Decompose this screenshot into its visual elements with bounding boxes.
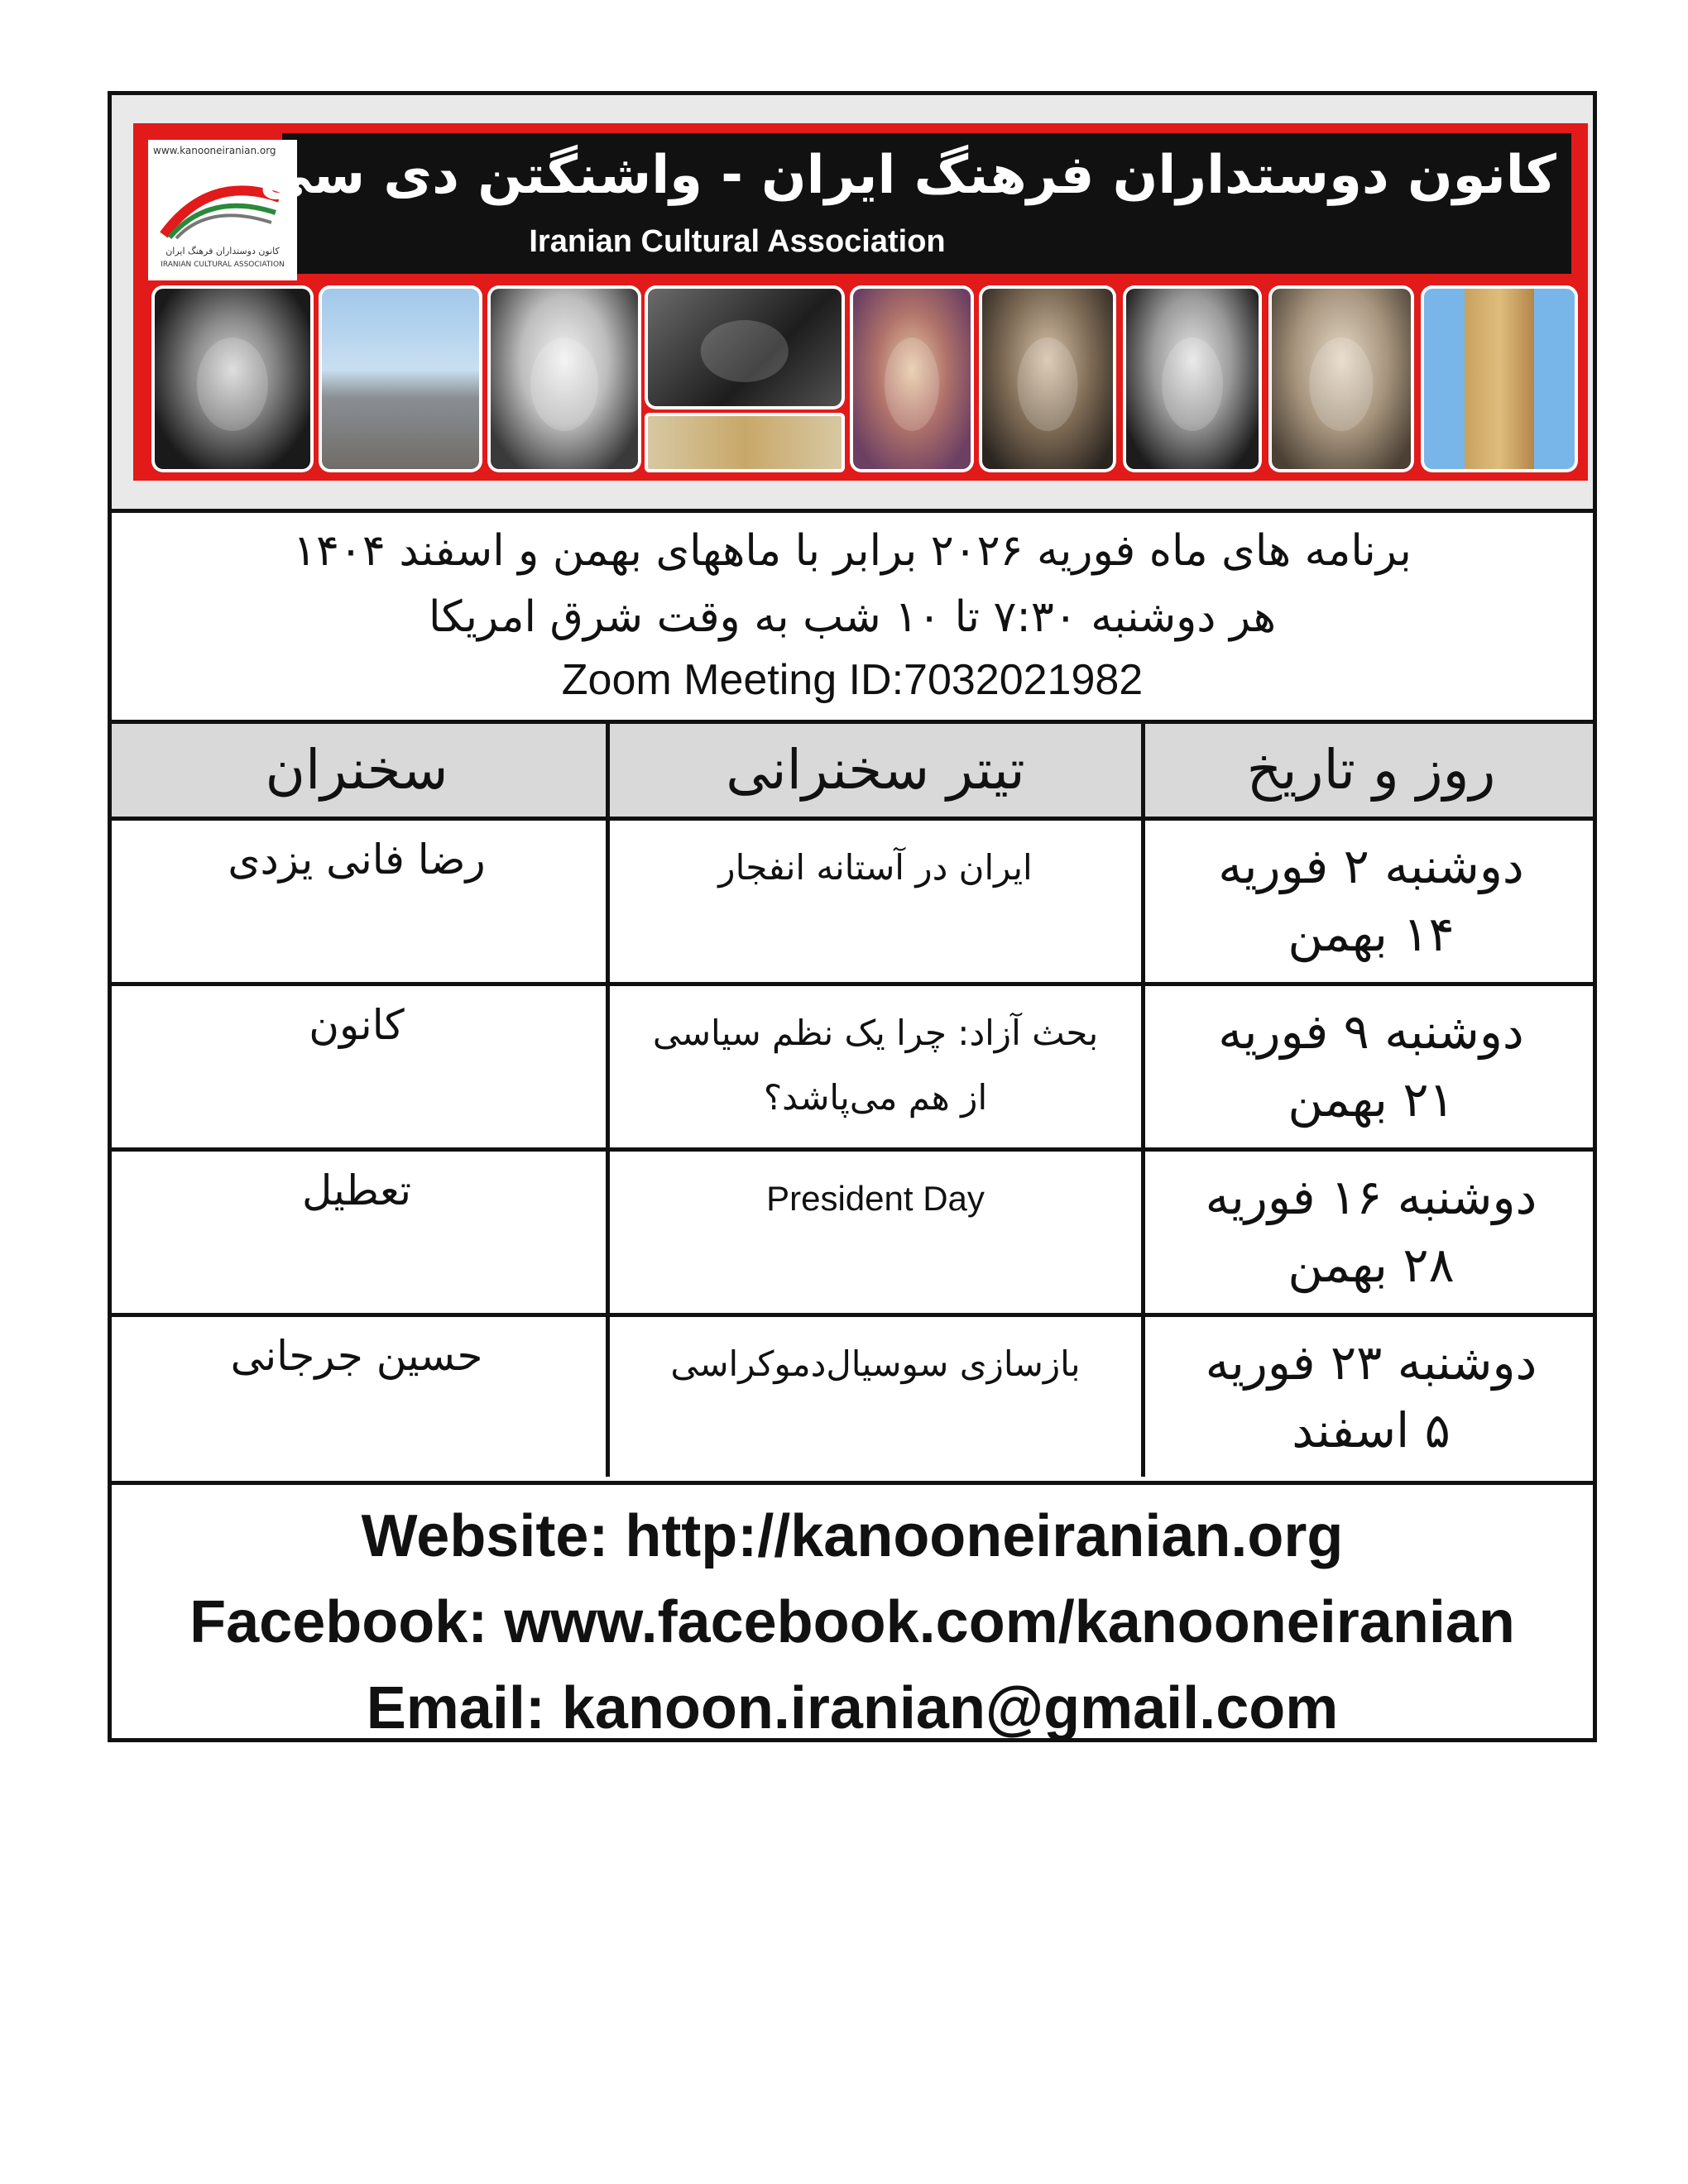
zoom-meeting-id: Zoom Meeting ID:7032021982: [561, 656, 1144, 704]
statue-photo: [319, 285, 482, 472]
title-cell: ایران در آستانه انفجار: [606, 821, 1145, 982]
date-gregorian: دوشنبه ۲ فوریه: [1218, 838, 1524, 894]
date-cell: [1149, 1317, 1593, 1477]
speaker-cell: کانون: [309, 1001, 405, 1049]
banner: [133, 123, 1588, 481]
portrait-photo-2: [487, 285, 641, 472]
date-persian: ۱۴ بهمن: [1288, 906, 1455, 962]
speaker-cell: تعطیل: [301, 1166, 411, 1214]
title-cell: بحث آزاد: چرا یک نظم سیاسی از هم می‌پاشد؟: [606, 986, 1145, 1147]
table-row: [112, 986, 1593, 1152]
logo-name-fa: کانون دوستداران فرهنگ ایران: [165, 246, 280, 256]
facebook-link[interactable]: Facebook: www.facebook.com/kanooneiranian: [189, 1589, 1515, 1655]
date-cell: [1149, 1152, 1593, 1313]
portrait-photo-3: [645, 285, 845, 410]
program-time-line: هر دوشنبه ۷:۳۰ تا ۱۰ شب به وقت شرق امریکا: [428, 592, 1277, 642]
schedule-table: [112, 724, 1593, 1477]
table-row: [112, 821, 1593, 986]
logo-name-en: IRANIAN CULTURAL ASSOCIATION: [161, 261, 285, 269]
program-info: [112, 513, 1593, 724]
date-cell: [1149, 986, 1593, 1147]
cyrus-cylinder-photo: [645, 413, 845, 472]
flyer-frame: [108, 91, 1597, 1742]
logo-url: www.kanooneiranian.org: [153, 145, 276, 156]
portrait-photo-5: [979, 285, 1116, 472]
website-link[interactable]: Website: http://kanooneiranian.org: [361, 1503, 1344, 1569]
header-title: تیتر سخنرانی: [606, 724, 1145, 817]
table-row: [112, 1152, 1593, 1317]
date-persian: ۵ اسفند: [1292, 1402, 1451, 1458]
speaker-cell: رضا فانی یزدی: [228, 836, 486, 884]
tower-photo: [1421, 285, 1578, 472]
banner-title-fa: کانون دوستداران فرهنگ ایران - واشنگتن دی سی: [259, 145, 1556, 206]
date-gregorian: دوشنبه ۲۳ فوریه: [1205, 1334, 1537, 1391]
title-cell: بازسازی سوسیال‌دموکراسی: [606, 1317, 1145, 1477]
header-date: روز و تاریخ: [1246, 738, 1496, 802]
date-gregorian: دوشنبه ۹ فوریه: [1218, 1003, 1524, 1060]
portrait-photo-4: [850, 285, 974, 472]
date-persian: ۲۱ بهمن: [1288, 1071, 1455, 1128]
speaker-cell: حسین جرجانی: [230, 1332, 483, 1380]
banner-title-en: Iranian Cultural Association: [529, 224, 946, 259]
program-month-line: برنامه های ماه فوریه ۲۰۲۶ برابر با ماههای بهمن و اسفند ۱۴۰۴: [293, 526, 1412, 576]
header-speaker: سخنران: [265, 738, 448, 802]
table-row: [112, 1317, 1593, 1477]
portrait-photo-1: [151, 285, 314, 472]
email-link[interactable]: Email: kanoon.iranian@gmail.com: [366, 1675, 1339, 1741]
date-cell: [1149, 821, 1593, 982]
date-gregorian: دوشنبه ۱۶ فوریه: [1205, 1169, 1537, 1225]
title-cell: President Day: [606, 1152, 1145, 1313]
contact-footer: [112, 1481, 1593, 1742]
date-persian: ۲۸ بهمن: [1288, 1237, 1455, 1293]
portrait-photo-7: [1268, 285, 1414, 472]
portrait-photo-6: [1123, 285, 1262, 472]
banner-section: [112, 95, 1593, 513]
table-header-row: [112, 724, 1593, 821]
